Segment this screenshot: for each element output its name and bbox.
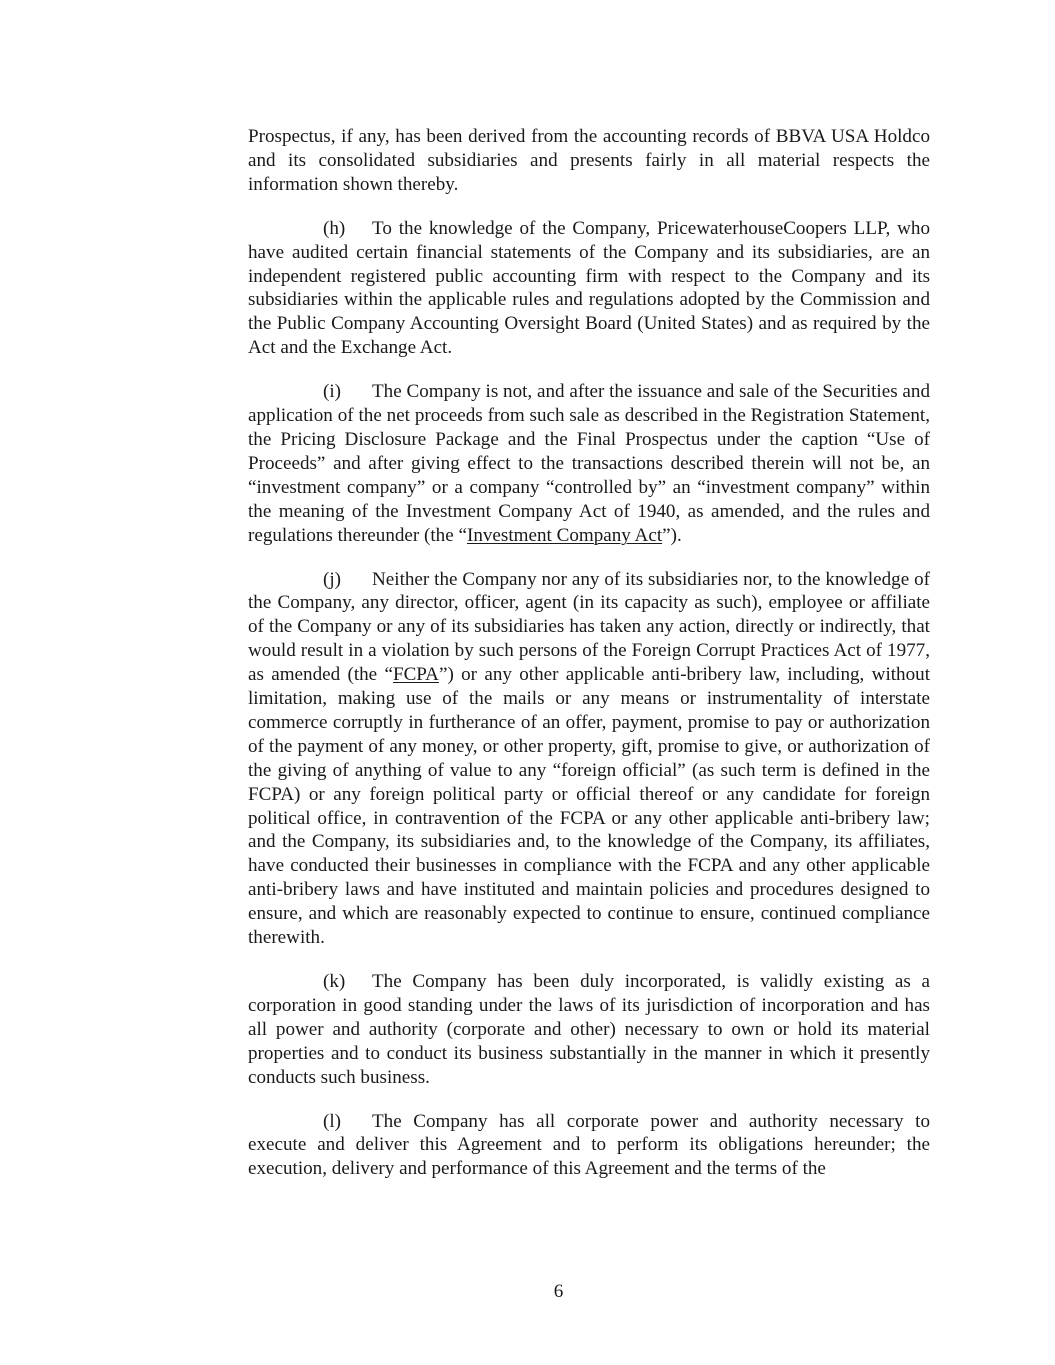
paragraph-text-end: ”) or any other applicable anti-bribery law, including, without limitation, making use of the mails or any means or instrumentality of interstate commerce corruptly in furtherance of an offer, payment, promise to pay or authorization of the payment of any money, or other property, gift, promise to give, or authorization of the giving of anything of value to any “foreign official” (as such term is defined in the FCPA) or any foreign political party or official thereof or any candidate for foreign political office, in contravention of the FCPA or any other applicable anti-bribery law; and the Company, its subsidiaries and, to the knowledge of the Company, its affiliates, have conducted their businesses in compliance with the FCPA and any other applicable anti-bribery laws and have instituted and maintain policies and procedures designed to ensure, and which are reasonably expected to continue to ensure, continued compliance therewith. [248, 664, 930, 949]
defined-term: FCPA [392, 664, 439, 686]
paragraph-text: Prospectus, if any, has been derived from the accounting records of BBVA USA Holdco and its consolidated subsidiaries and presents fairly in all material respects the information shown thereby. [248, 126, 930, 195]
paragraph-text: The Company has all corporate power and authority necessary to execute and deliver this Agreement and to perform its obligations hereunder; the execution, delivery and performance of this Agreement and the terms of the [248, 1110, 930, 1180]
paragraph-k [248, 970, 930, 1090]
paragraph-j [248, 568, 930, 951]
paragraph-l [248, 1110, 930, 1182]
paragraph-marker: (k) [323, 971, 346, 992]
paragraph-marker: (h) [323, 217, 346, 239]
paragraph-marker: (j) [323, 568, 342, 590]
paragraph-i [248, 380, 930, 547]
page-number: 6 [553, 1281, 564, 1302]
paragraph-marker: (l) [323, 1110, 342, 1132]
document-body [248, 125, 930, 1201]
paragraph-text-end: ”). [662, 524, 682, 546]
paragraph-continuation [248, 125, 930, 197]
paragraph-text: Neither the Company nor any of its subsidiaries nor, to the knowledge of the Company, any director, officer, agent (in its capacity as such), employee or affiliate of the Company or any of its subsidiaries has taken any action, directly or indirectly, that would result in a violation by such persons of the Foreign Corrupt Practices Act of 1977, as amended (the “ [248, 568, 930, 686]
paragraph-h [248, 217, 930, 360]
paragraph-text: The Company has been duly incorporated, is validly existing as a corporation in good standing under the laws of its jurisdiction of incorporation and has all power and authority (corporate and other) necessary to own or hold its material properties and to conduct its business substantially in the manner in which it presently conducts such business. [248, 971, 930, 1088]
paragraph-text: To the knowledge of the Company, PricewaterhouseCoopers LLP, who have audited certain financial statements of the Company and its subsidiaries, are an independent registered public accounting firm with respect to the Company and its subsidiaries within the applicable rules and regulations adopted by the Commission and the Public Company Accounting Oversight Board (United States) and as required by the Act and the Exchange Act. [248, 217, 930, 359]
paragraph-text: The Company is not, and after the issuance and sale of the Securities and application of the net proceeds from such sale as described in the Registration Statement, the Pricing Disclosure Package and the Final Prospectus under the caption “Use of Proceeds” and after giving effect to the transactions described therein will not be, an “investment company” or a company “controlled by” an “investment company” within the meaning of the Investment Company Act of 1940, as amended, and the rules and regulations thereunder (the “ [248, 381, 930, 546]
defined-term: Investment Company Act [466, 524, 663, 546]
paragraph-marker: (i) [323, 381, 342, 403]
